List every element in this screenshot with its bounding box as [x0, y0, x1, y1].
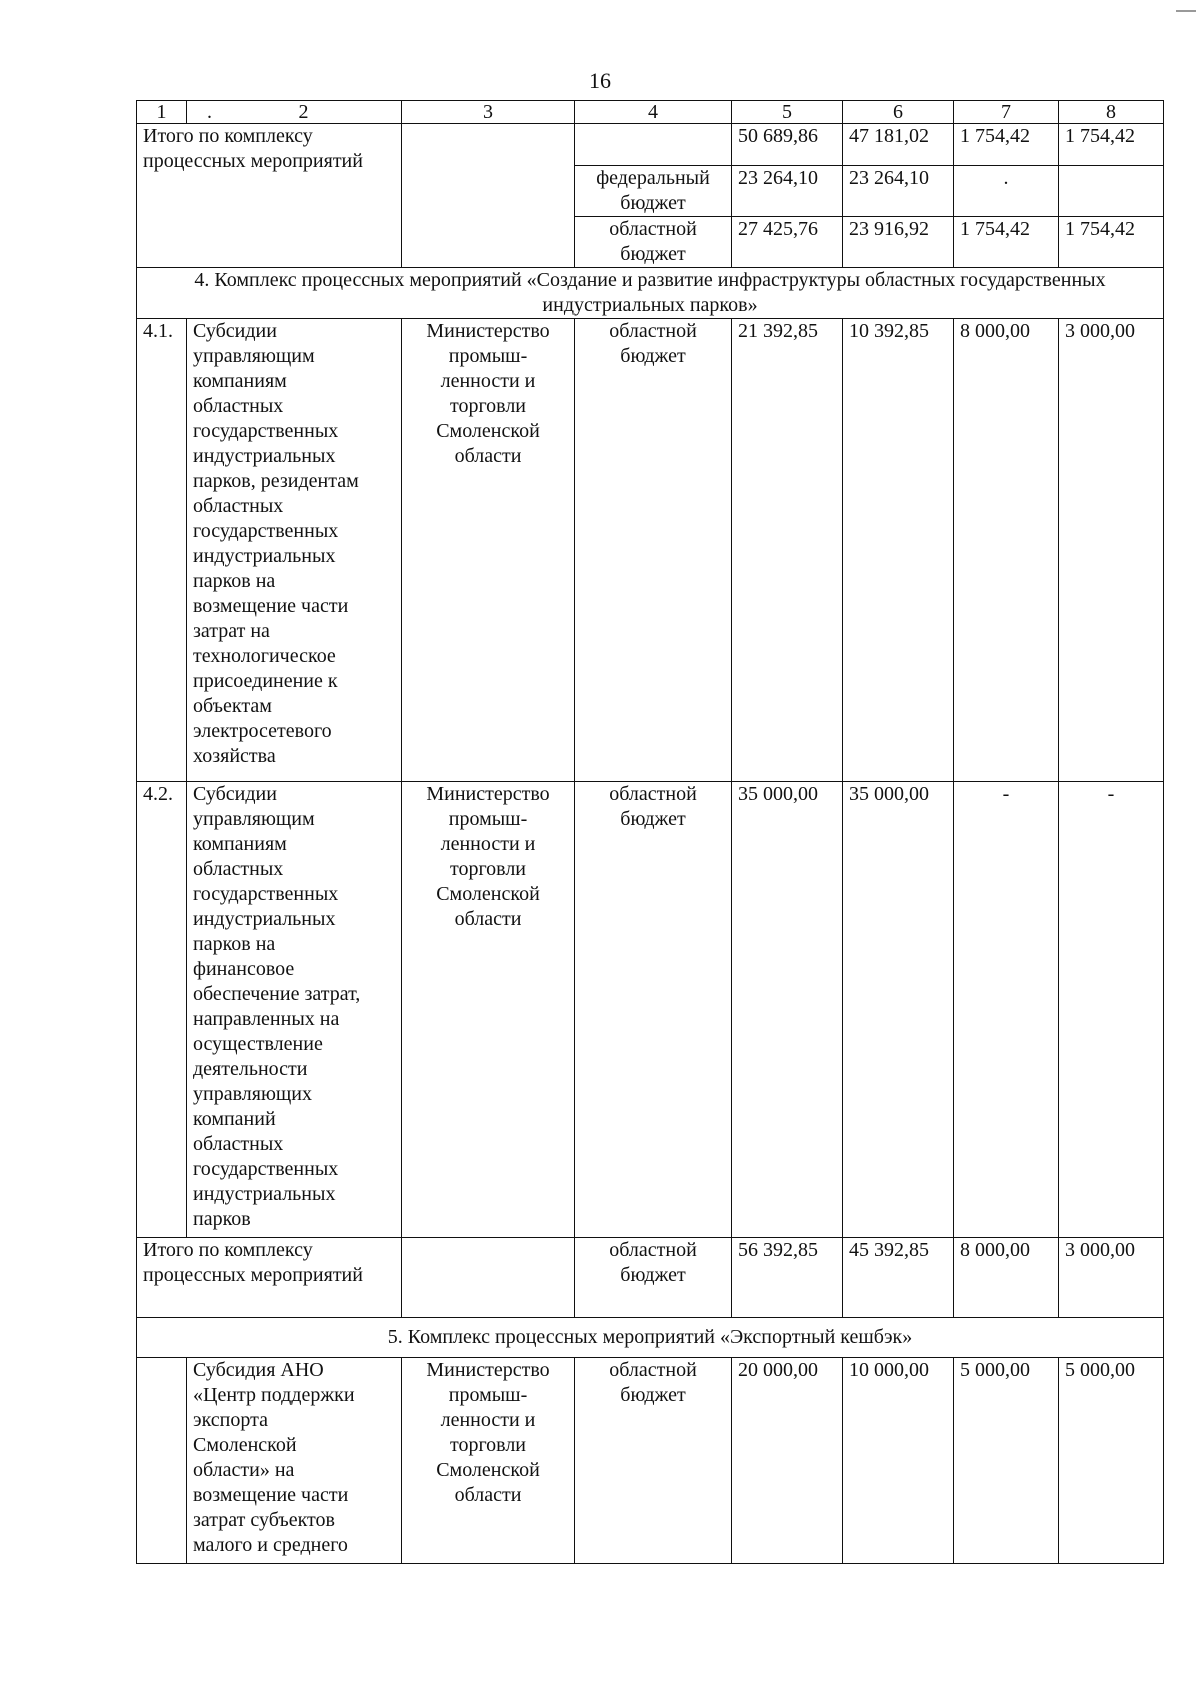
value-8: -: [1059, 782, 1164, 1238]
funding-source: областной бюджет: [575, 319, 732, 782]
table-row: [137, 319, 1164, 782]
value-6: 10 000,00: [843, 1358, 954, 1564]
value-8: 3 000,00: [1059, 319, 1164, 782]
col-header-2-label: 2: [298, 101, 309, 123]
margin-mark: [1176, 10, 1196, 12]
value-7: -: [954, 782, 1059, 1238]
funding-source: областной бюджет: [575, 1358, 732, 1564]
measure-name: Субсидия АНО «Центр поддержки экспорта Смоленской области» на возмещение части затрат субъектов малого и среднего: [187, 1358, 402, 1564]
col-header-3: 3: [402, 101, 575, 124]
total-value-6: 47 181,02: [843, 124, 954, 166]
row-number: 4.1.: [137, 319, 187, 782]
total-value-7: 8 000,00: [954, 1238, 1059, 1318]
table-row: [137, 1238, 1164, 1318]
regional-value-7: 1 754,42: [954, 217, 1059, 268]
total-source: областной бюджет: [575, 1238, 732, 1318]
total-value-7: 1 754,42: [954, 124, 1059, 166]
column-header-row: [137, 101, 1164, 124]
section-5-title: 5. Комплекс процессных мероприятий «Экспортный кешбэк»: [137, 1318, 1164, 1358]
total-label: Итого по комплексу процессных мероприятий: [137, 124, 402, 268]
executor: Министерство промыш- ленности и торговли Смоленской области: [402, 782, 575, 1238]
regional-value-6: 23 916,92: [843, 217, 954, 268]
table-row: [137, 1358, 1164, 1564]
value-5: 21 392,85: [732, 319, 843, 782]
col-header-7: 7: [954, 101, 1059, 124]
measure-name: Субсидии управляющим компаниям областных государственных индустриальных парков на финансовое обеспечение затрат, направленных на осуществление деятельности управляющих компаний областных государственных индустриальных парков: [187, 782, 402, 1238]
executor: Министерство промыш- ленности и торговли Смоленской области: [402, 319, 575, 782]
federal-value-6: 23 264,10: [843, 166, 954, 217]
row-number: 4.2.: [137, 782, 187, 1238]
value-7: 8 000,00: [954, 319, 1059, 782]
value-6: 10 392,85: [843, 319, 954, 782]
value-8: 5 000,00: [1059, 1358, 1164, 1564]
value-7: 5 000,00: [954, 1358, 1059, 1564]
executor: Министерство промыш- ленности и торговли Смоленской области: [402, 1358, 575, 1564]
value-5: 35 000,00: [732, 782, 843, 1238]
total-executor-cell: [402, 1238, 575, 1318]
total-source: [575, 124, 732, 166]
total-value-8: 1 754,42: [1059, 124, 1164, 166]
regional-value-8: 1 754,42: [1059, 217, 1164, 268]
col-header-1: 1: [137, 101, 187, 124]
measure-name: Субсидии управляющим компаниям областных государственных индустриальных парков, резидентам областных государственных индустриальных парков на возмещение части затрат на технологическое присоединение к объектам электросетевого хозяйства: [187, 319, 402, 782]
total-executor-cell: [402, 124, 575, 268]
federal-value-8: [1059, 166, 1164, 217]
col-header-8: 8: [1059, 101, 1164, 124]
total-value-8: 3 000,00: [1059, 1238, 1164, 1318]
col-header-6: 6: [843, 101, 954, 124]
value-5: 20 000,00: [732, 1358, 843, 1564]
section-4-title: 4. Комплекс процессных мероприятий «Создание и развитие инфраструктуры областных государственных индустриальных парков»: [137, 268, 1164, 319]
federal-value-7: .: [954, 166, 1059, 217]
page-number: 16: [589, 68, 611, 93]
total-value-5: 56 392,85: [732, 1238, 843, 1318]
col-header-5: 5: [732, 101, 843, 124]
budget-table: [136, 100, 1164, 1564]
total-label: Итого по комплексу процессных мероприятий: [137, 1238, 402, 1318]
federal-value-5: 23 264,10: [732, 166, 843, 217]
federal-source: федеральный бюджет: [575, 166, 732, 217]
table-row: [137, 124, 1164, 166]
col-header-4: 4: [575, 101, 732, 124]
col-header-dot: .: [207, 101, 212, 123]
table-row: [137, 782, 1164, 1238]
section-heading-row: [137, 268, 1164, 319]
regional-value-5: 27 425,76: [732, 217, 843, 268]
col-header-2: [187, 101, 402, 124]
total-value-5: 50 689,86: [732, 124, 843, 166]
value-6: 35 000,00: [843, 782, 954, 1238]
row-number: [137, 1358, 187, 1564]
total-value-6: 45 392,85: [843, 1238, 954, 1318]
funding-source: областной бюджет: [575, 782, 732, 1238]
regional-source: областной бюджет: [575, 217, 732, 268]
section-heading-row: [137, 1318, 1164, 1358]
